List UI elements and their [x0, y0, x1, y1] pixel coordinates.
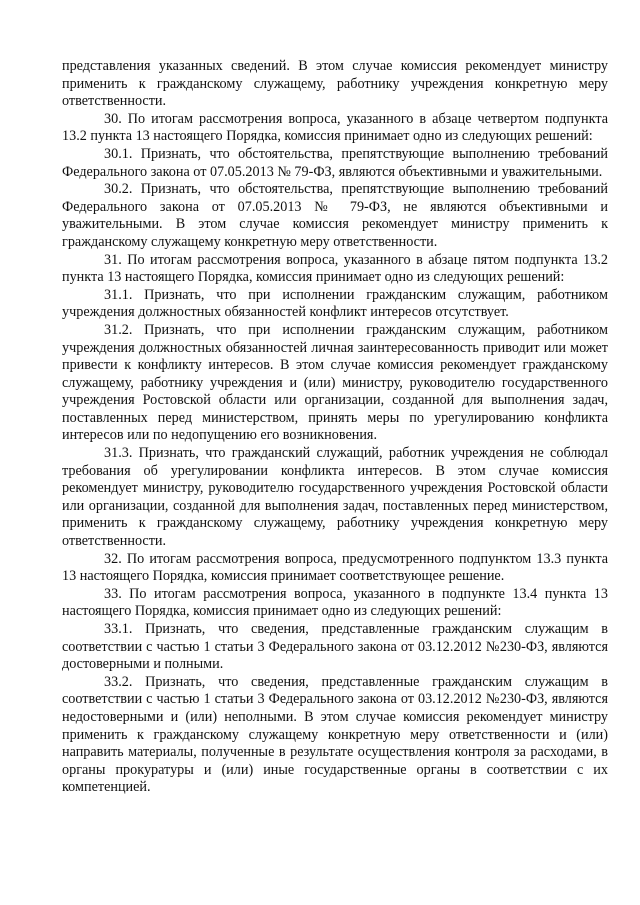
paragraph-31-2: 31.2. Признать, что при исполнении гражданским служащим, работником учреждения должностных обязанностей личная заинтересованность приводит или может привести к конфликту интересов. В этом случае комиссия рекомендует гражданскому служащему, работнику учреждения и (или) министру, руководителю государственного учреждения Ростовской области или организации, созданной для выполнения задач, поставленных перед министерством, принять меры по урегулированию конфликта интересов или по недопущению его возникновения. — [62, 321, 608, 444]
paragraph-33-1: 33.1. Признать, что сведения, представленные гражданским служащим в соответствии с частью 1 статьи 3 Федерального закона от 03.12.2012 №230-ФЗ, являются достоверными и полными. — [62, 621, 608, 673]
paragraph-31-1: 31.1. Признать, что при исполнении гражданским служащим, работником учреждения должностных обязанностей конфликт интересов отсутствует. — [62, 286, 608, 321]
paragraph-continuation: представления указанных сведений. В этом случае комиссия рекомендует министру применить к гражданскому служащему, работнику учреждения конкретную меру ответственности. — [62, 58, 608, 110]
paragraph-33-2: 33.2. Признать, что сведения, представленные гражданским служащим в соответствии с частью 1 статьи 3 Федерального закона от 03.12.2012 №230-ФЗ, являются недостоверными и (или) неполными. В этом случае комиссия рекомендует министру применить к гражданскому служащему конкретную меру ответственности и (или) направить материалы, полученные в результате осуществления контроля за расходами, в органы прокуратуры и (или) иные государственные органы в соответствии с их компетенцией. — [62, 673, 608, 796]
paragraph-32: 32. По итогам рассмотрения вопроса, предусмотренного подпунктом 13.3 пункта 13 настоящего Порядка, комиссия принимает соответствующее решение. — [62, 550, 608, 585]
paragraph-31: 31. По итогам рассмотрения вопроса, указанного в абзаце пятом подпункта 13.2 пункта 13 настоящего Порядка, комиссия принимает одно из следующих решений: — [62, 251, 608, 286]
paragraph-30-2: 30.2. Признать, что обстоятельства, препятствующие выполнению требований Федерального закона от 07.05.2013 № 79-ФЗ, не являются объективными и уважительными. В этом случае комиссия рекомендует министру применить к гражданскому служащему конкретную меру ответственности. — [62, 181, 608, 250]
paragraph-33: 33. По итогам рассмотрения вопроса, указанного в подпункте 13.4 пункта 13 настоящего Порядка, комиссия принимает одно из следующих решений: — [62, 585, 608, 620]
paragraph-30: 30. По итогам рассмотрения вопроса, указанного в абзаце четвертом подпункта 13.2 пункта 13 настоящего Порядка, комиссия принимает одно из следующих решений: — [62, 110, 608, 145]
paragraph-30-1: 30.1. Признать, что обстоятельства, препятствующие выполнению требований Федерального закона от 07.05.2013 № 79-ФЗ, являются объективными и уважительными. — [62, 145, 608, 180]
paragraph-31-3: 31.3. Признать, что гражданский служащий, работник учреждения не соблюдал требования об урегулировании конфликта интересов. В этом случае комиссия рекомендует министру, руководителю государственного учреждения Ростовской области или организации, созданной для выполнения задач, поставленных перед министерством, применить к гражданскому служащему, работнику учреждения конкретную меру ответственности. — [62, 445, 608, 550]
document-page — [62, 58, 608, 797]
